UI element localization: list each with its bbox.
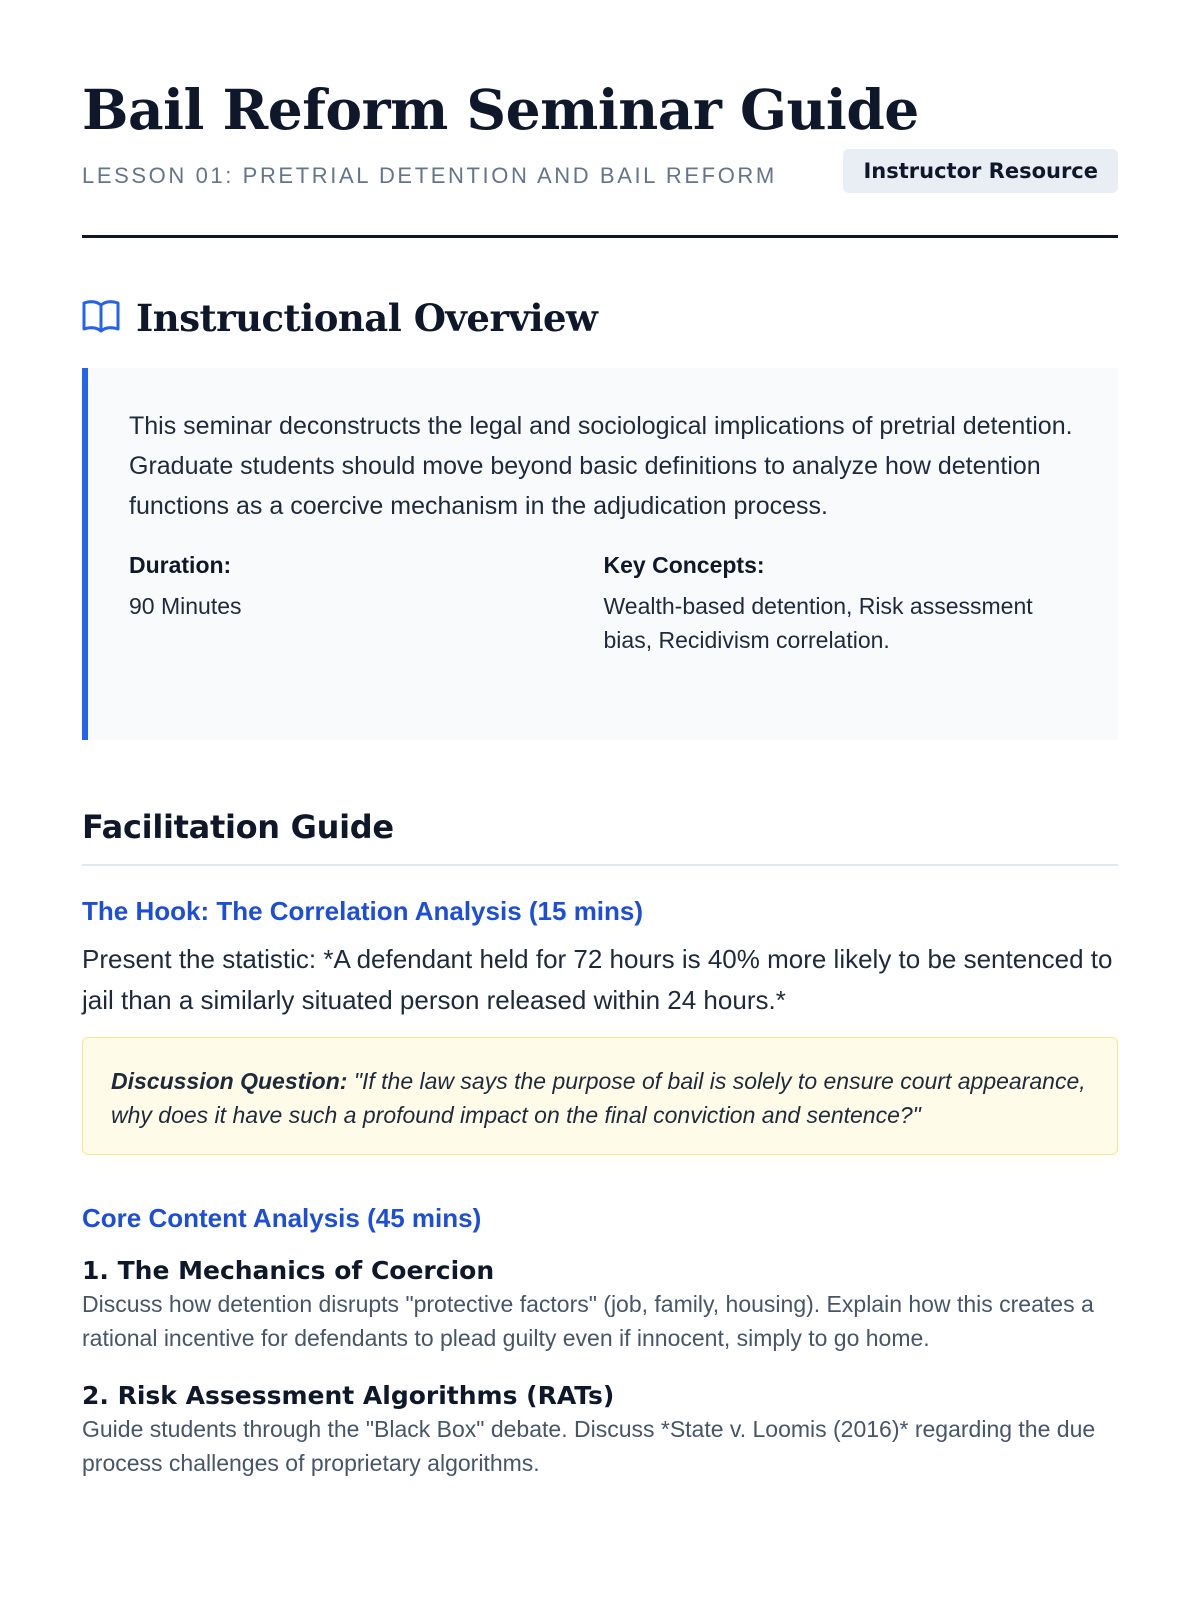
lesson-subtitle: LESSON 01: PRETRIAL DETENTION AND BAIL REFORM [82,163,777,189]
page-title: Bail Reform Seminar Guide [82,77,919,142]
core-item [82,1381,1118,1480]
core-item-body: Discuss how detention disrupts "protective factors" (job, family, housing). Explain how this creates a rational incentive for defendants to plead guilty even if innocent, simply to go home. [82,1291,1094,1351]
key-concepts-value: Wealth-based detention, Risk assessment bias, Recidivism correlation. [603,593,1033,653]
core-item-body: Guide students through the "Black Box" debate. Discuss *State v. Loomis (2016)* regarding the due process challenges of proprietary algorithms. [82,1416,1096,1476]
core-item [82,1256,1118,1355]
overview-body: This seminar deconstructs the legal and sociological implications of pretrial detention. Graduate students should move beyond basic definitions to analyze how detention functions as a coercive mechanism in the adjudication process. [129,412,1073,520]
instructor-resource-badge: Instructor Resource [843,149,1118,193]
duration-block [129,552,604,657]
overview-meta [129,552,1078,657]
duration-label: Duration: [129,552,232,578]
key-concepts-block [604,552,1079,657]
hook-heading: The Hook: The Correlation Analysis (15 mins) [82,896,644,926]
overview-heading-row [82,296,1118,340]
header [82,0,1118,238]
overview-card [82,368,1118,740]
discussion-question-callout [82,1037,1118,1155]
core-content-heading: Core Content Analysis (45 mins) [82,1203,482,1233]
core-item-title: 2. Risk Assessment Algorithms (RATs) [82,1381,615,1410]
key-concepts-label: Key Concepts: [603,552,765,578]
duration-value: 90 Minutes [129,593,242,619]
core-item-title: 1. The Mechanics of Coercion [82,1256,495,1285]
discussion-question-label: Discussion Question: [111,1068,348,1094]
overview-heading: Instructional Overview [136,296,598,340]
discussion-question-text: "If the law says the purpose of bail is solely to ensure court appearance, why does it have such a profound impact on the final conviction and sentence?" [111,1068,1086,1128]
facilitation-guide-heading: Facilitation Guide [82,808,1118,866]
hook-body: Present the statistic: *A defendant held for 72 hours is 40% more likely to be sentenced to jail than a similarly situated person released within 24 hours.* [82,944,1113,1015]
book-open-icon [82,299,120,337]
